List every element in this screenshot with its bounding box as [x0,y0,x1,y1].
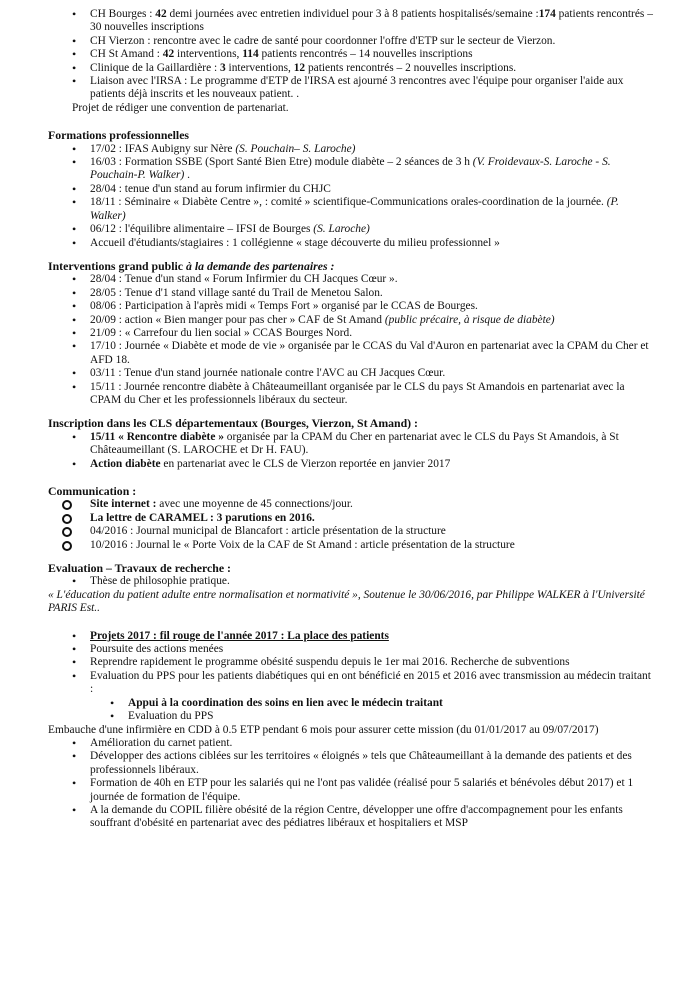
grand-public-heading: Interventions grand public à la demande des partenaires : [48,258,335,273]
list-item: • Evaluation du PPS pour les patients diabétiques qui en ont bénéficié en 2015 et 2016 avec transmission au médecin traitant : [48,670,656,697]
projets-list-b [48,737,656,831]
list-item: • CH Bourges : 42 demi journées avec entretien individuel pour 3 à 8 patients hospitalisés/semaine :174 patients rencontrés – 30 nouvelles inscriptions [48,8,656,35]
thesis-quote: « L'éducation du patient adulte entre normalisation et normativité », Soutenue le 30/06/2016, par Philippe WALKER à l'Université PARIS Est.. [48,588,645,615]
list-item: • 17/02 : IFAS Aubigny sur Nère (S. Pouchain– S. Laroche) [48,143,656,156]
list-item: • Liaison avec l'IRSA : Le programme d'ETP de l'IRSA est ajourné 3 rencontres avec l'équipe pour organiser l'aide aux patients déjà inscrits et les nouveaux patient. . [48,75,656,102]
evaluation-list [48,575,656,588]
list-item: 10/2016 : Journal le « Porte Voix de la CAF de St Amand : article présentation de la structure [48,539,656,552]
list-item: • 18/11 : Séminaire « Diabète Centre », : comité » scientifique-Communications orales-coordination de la journée. (P. Walker) [48,196,656,223]
etp-project-text: Projet de rédiger une convention de partenariat. [72,101,289,114]
list-item: • 28/05 : Tenue d'1 stand village santé du Trail de Menetou Salon. [48,287,656,300]
evaluation-heading: Evaluation – Travaux de recherche : [48,561,231,576]
list-item: • 15/11 : Journée rencontre diabète à Châteaumeillant organisée par le CLS du pays St Amandois en partenariat avec la CPAM du Cher et les professionnels libéraux du secteur. [48,381,656,408]
list-item: • 21/09 : « Carrefour du lien social » CCAS Bourges Nord. [48,327,656,340]
list-item: • A la demande du COPIL filière obésité de la région Centre, développer une offre d'accompagnement pour les enfants souffrant d'obésité en partenariat avec des pédiatres libéraux et hospitaliers et MSP [48,804,656,831]
list-item: • Poursuite des actions menées [48,643,656,656]
list-item: • Appui à la coordination des soins en lien avec le médecin traitant [102,697,656,710]
list-item: • Thèse de philosophie pratique. [48,575,656,588]
list-item: • Amélioration du carnet patient. [48,737,656,750]
page-content [48,8,656,831]
list-item: • CH Vierzon : rencontre avec le cadre de santé pour coordonner l'offre d'ETP sur le secteur de Vierzon. [48,35,656,48]
list-item: • Formation de 40h en ETP pour les salariés qui ne l'ont pas validée (réalisé pour 5 salariés et bénévoles début 2017) et 1 journée de formation de l'équipe. [48,777,656,804]
list-item: Site internet : avec une moyenne de 45 connections/jour. [48,498,656,511]
projets-heading-list [48,630,656,643]
list-item: • Accueil d'étudiants/stagiaires : 1 collégienne « stage découverte du milieu professionnel » [48,237,656,250]
formations-list [48,143,656,250]
list-item: • Action diabète en partenariat avec le CLS de Vierzon reportée en janvier 2017 [48,458,656,471]
projets-heading: Projets 2017 : fil rouge de l'année 2017 : La place des patients [90,629,389,642]
communication-list [48,498,656,552]
list-item: • Evaluation du PPS [102,710,656,723]
list-item: • Reprendre rapidement le programme obésité suspendu depuis le 1er mai 2016. Recherche de subventions [48,656,656,669]
formations-heading: Formations professionnelles [48,128,190,143]
list-item: • Développer des actions ciblées sur les territoires « éloignés » tels que Châteaumeillant à la demande des patients et des professionnels libéraux. [48,750,656,777]
etp-sites-list [48,8,656,102]
projets-list-a [48,643,656,697]
cls-list [48,431,656,471]
list-item: • 20/09 : action « Bien manger pour pas cher » CAF de St Amand (public précaire, à risque de diabète) [48,314,656,327]
list-item: • 17/10 : Journée « Diabète et mode de vie » organisée par le CCAS du Val d'Auron en partenariat avec la CPAM du Cher et AFD 18. [48,340,656,367]
list-item: • Clinique de la Gaillardière : 3 interventions, 12 patients rencontrés – 2 nouvelles inscriptions. [48,62,656,75]
embauche-text: Embauche d'une infirmière en CDD à 0.5 ETP pendant 6 mois pour assurer cette mission (du 01/01/2017 au 09/07/2017) [48,723,599,736]
list-item: • 03/11 : Tenue d'un stand journée nationale contre l'AVC au CH Jacques Cœur. [48,367,656,380]
cls-heading: Inscription dans les CLS départementaux (Bourges, Vierzon, St Amand) : [48,416,418,431]
list-item: • 08/06 : Participation à l'après midi « Temps Fort » organisé par le CCAS de Bourges. [48,300,656,313]
list-item: • CH St Amand : 42 interventions, 114 patients rencontrés – 14 nouvelles inscriptions [48,48,656,61]
list-item: La lettre de CARAMEL : 3 parutions en 2016. [48,512,656,525]
grand-public-list [48,273,656,407]
list-item: • 28/04 : tenue d'un stand au forum infirmier du CHJC [48,183,656,196]
list-item: • 16/03 : Formation SSBE (Sport Santé Bien Etre) module diabète – 2 séances de 3 h (V. Froidevaux-S. Laroche - S. Pouchain-P. Walker) . [48,156,656,183]
projets-sub-list [102,697,656,724]
list-item: • 28/04 : Tenue d'un stand « Forum Infirmier du CH Jacques Cœur ». [48,273,656,286]
list-item [48,630,656,643]
list-item: • 06/12 : l'équilibre alimentaire – IFSI de Bourges (S. Laroche) [48,223,656,236]
list-item: 04/2016 : Journal municipal de Blancafort : article présentation de la structure [48,525,656,538]
list-item: • 15/11 « Rencontre diabète » organisée par la CPAM du Cher en partenariat avec le CLS du Pays St Amandois, à St Châteaumeillant (S. LAROCHE et Dr H. FAU). [48,431,656,458]
communication-heading: Communication : [48,484,137,498]
